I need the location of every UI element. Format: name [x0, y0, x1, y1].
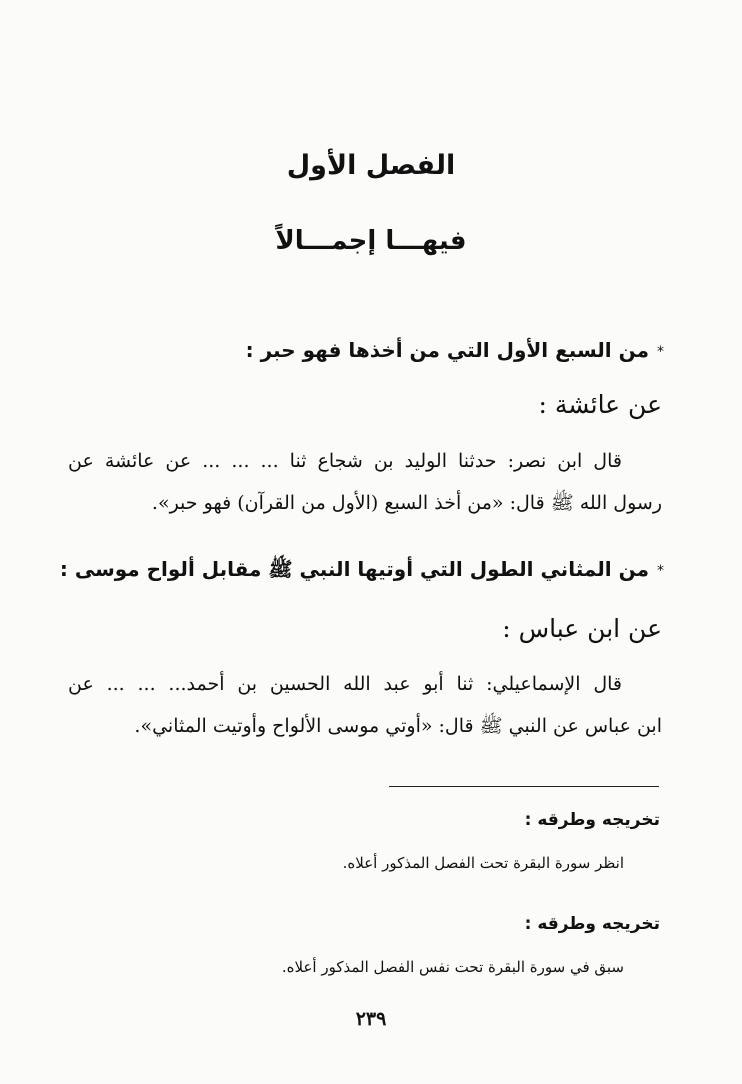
chapter-subtitle: فيهـــا إجمـــالاً: [275, 226, 467, 256]
footnote-heading-2: تخريجه وطرقه :: [524, 914, 660, 934]
chapter-title: الفصل الأول: [286, 150, 456, 181]
body-line: قال الإسماعيلي: ثنا أبو عبد الله الحسين بن أحمد... ... ... عن: [68, 673, 622, 695]
asterisk-icon: *: [657, 562, 664, 579]
body-line: رسول الله ﷺ قال: «من أخذ السبع (الأول من القرآن) فهو حبر».: [151, 492, 662, 514]
section-heading-text: من السبع الأول التي من أخذها فهو حبر :: [245, 338, 649, 362]
section-heading-1: [60, 338, 664, 362]
section-heading-2: [60, 557, 664, 586]
footnote-divider: [389, 786, 659, 787]
narrator-heading-2: عن ابن عباس :: [502, 614, 662, 643]
section-heading-text: من المثاني الطول التي أوتيها النبي ﷺ مقابل ألواح موسى :: [59, 557, 649, 581]
footnote-text-1: انظر سورة البقرة تحت الفصل المذكور أعلاه.: [342, 854, 624, 872]
body-line: ابن عباس عن النبي ﷺ قال: «أوتي موسى الألواح وأوتيت المثاني».: [134, 715, 662, 737]
body-line: قال ابن نصر: حدثنا الوليد بن شجاع ثنا ... ... ... عن عائشة عن: [68, 450, 622, 472]
page-number: ٢٣٩: [355, 1008, 387, 1030]
narrator-heading-1: عن عائشة :: [538, 390, 662, 419]
footnote-heading-1: تخريجه وطرقه :: [524, 810, 660, 830]
asterisk-icon: *: [657, 343, 664, 360]
footnote-text-2: سبق في سورة البقرة تحت نفس الفصل المذكور أعلاه.: [281, 958, 624, 976]
